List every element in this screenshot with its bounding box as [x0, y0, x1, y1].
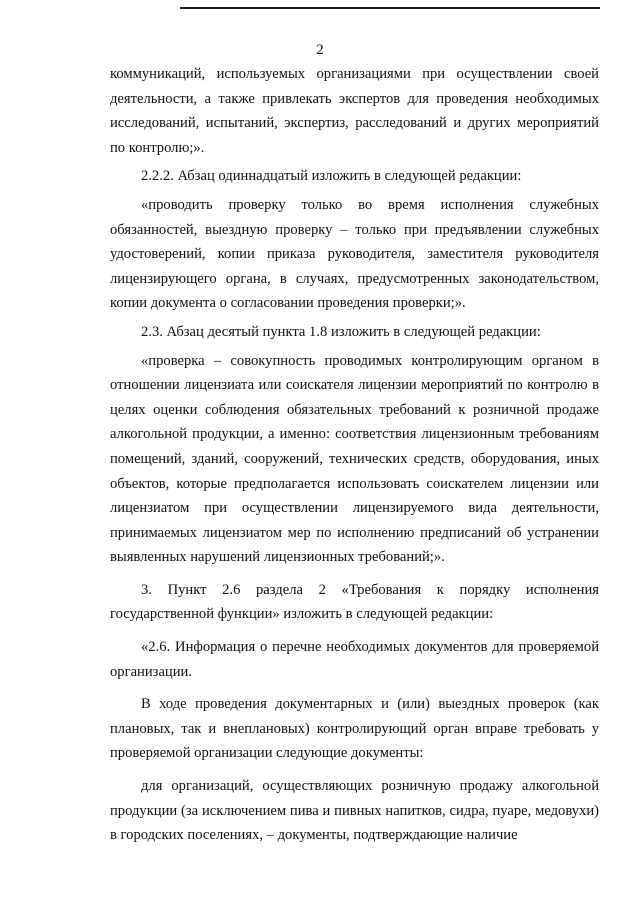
paragraph-continuation: коммуникаций, используемых организациями при осуществлении своей деятельности, а также привлекать экспертов для проведения необходимых исследований, испытаний, экспертиз, расследований и других мероприятий по контролю;».	[110, 66, 599, 156]
document-body	[110, 62, 599, 848]
paragraph-documents-intro: В ходе проведения документарных и (или) выездных проверок (как плановых, так и внеплановых) контролирующий орган вправе требовать у проверяемой организации следующие документы:	[110, 696, 599, 762]
paragraph-3-heading: 3. Пункт 2.6 раздела 2 «Требования к порядку исполнения государственной функции» изложить в следующей редакции:	[110, 581, 599, 623]
paragraph-2-3-quote: «проверка – совокупность проводимых контролирующим органом в отношении лицензиата или соискателя лицензии мероприятий по контролю в целях оценки соблюдения обязательных требований к розничной продаже алкогольной продукции, а именно: соответствия лицензионным требованиям помещений, зданий, сооружений, технических средств, оборудования, иных объектов, которые предполагается использовать соискателем лицензии или лицензиатом при осуществлении лицензируемого вида деятельности, принимаемых лицензиатом мер по исполнению предписаний об устранении выявленных нарушений лицензионных требований;».	[110, 352, 599, 566]
paragraph-documents-list: для организаций, осуществляющих розничную продажу алкогольной продукции (за исключением пива и пивных напитков, сидра, пуаре, медовухи) в городских поселениях, – документы, подтверждающие наличие	[110, 778, 599, 844]
paragraph-2-3-heading: 2.3. Абзац десятый пункта 1.8 изложить в следующей редакции:	[141, 323, 541, 340]
top-rule	[180, 7, 600, 9]
page-number: 2	[316, 42, 324, 58]
paragraph-2-2-2-heading: 2.2.2. Абзац одиннадцатый изложить в следующей редакции:	[141, 168, 522, 185]
paragraph-2-6-title: «2.6. Информация о перечне необходимых документов для проверяемой организации.	[110, 639, 599, 680]
paragraph-2-2-2-quote: «проводить проверку только во время исполнения служебных обязанностей, выездную проверку – только при предъявлении служебных удостоверений, копии приказа руководителя, заместителя руководителя лицензирующего органа, в случаях, предусмотренных законодательством, копии документа о согласовании проведения проверки;».	[110, 196, 599, 312]
